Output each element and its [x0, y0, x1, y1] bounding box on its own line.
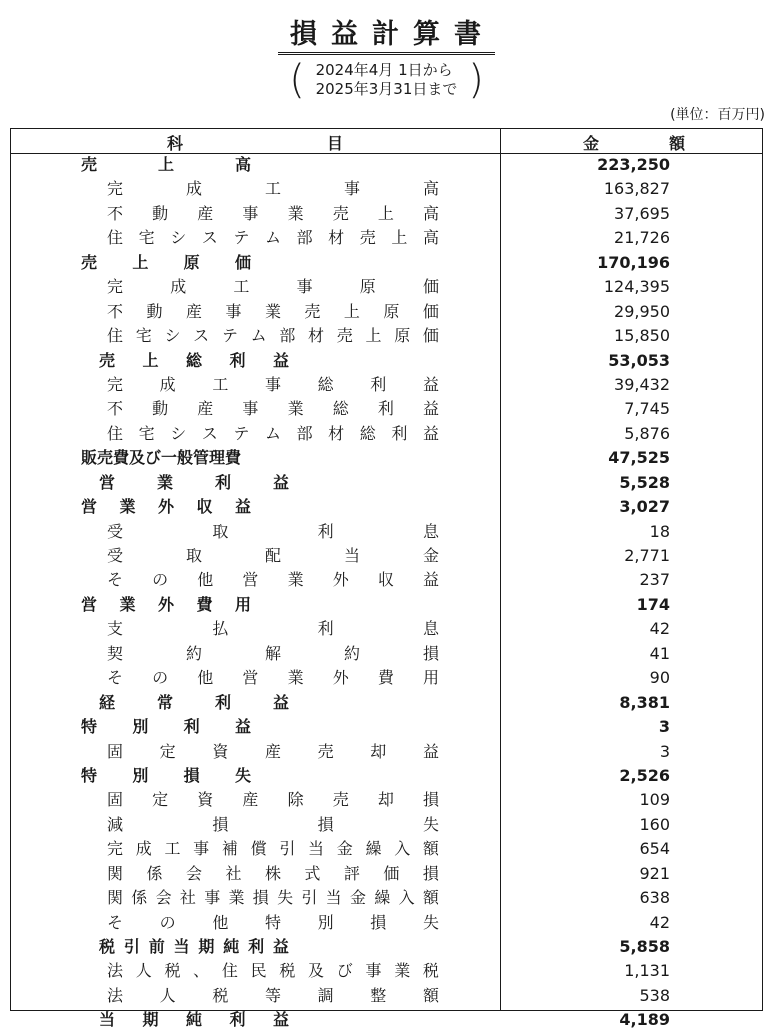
- left-paren: (: [289, 57, 305, 103]
- row-amount: 18: [649, 521, 670, 541]
- row-label: 完 成 工 事 総 利 益: [107, 374, 439, 394]
- row-amount: 21,726: [614, 228, 670, 248]
- row-amount: 5,876: [624, 423, 670, 443]
- table-row: [11, 788, 762, 812]
- table-row: [11, 984, 762, 1008]
- table-row: [11, 177, 762, 201]
- table-row: [11, 837, 762, 861]
- table-row: [11, 520, 762, 544]
- table-row: [11, 593, 762, 617]
- row-label: 住 宅 シ ス テ ム 部 材 売 上 高: [107, 228, 439, 248]
- row-label: 売 上 総 利 益: [99, 350, 289, 370]
- row-amount: 7,745: [624, 399, 670, 419]
- table-row: [11, 740, 762, 764]
- row-amount: 638: [639, 888, 670, 908]
- period-range: [0, 58, 773, 102]
- table-row: [11, 275, 762, 299]
- table-row: [11, 617, 762, 641]
- row-amount: 39,432: [614, 374, 670, 394]
- table-row: [11, 495, 762, 519]
- table-row: [11, 373, 762, 397]
- table-rows: [11, 153, 762, 1033]
- row-label: 経 常 利 益: [99, 692, 289, 712]
- row-amount: 160: [639, 814, 670, 834]
- row-amount: 4,189: [619, 1010, 670, 1030]
- row-amount: 109: [639, 790, 670, 810]
- row-amount: 42: [649, 912, 670, 932]
- row-amount: 47,525: [608, 448, 670, 468]
- row-label: 税 引 前 当 期 純 利 益: [99, 937, 289, 956]
- row-label: そ の 他 営 業 外 費 用: [107, 668, 439, 688]
- row-label: 受 取 利 息: [107, 521, 439, 541]
- row-amount: 654: [639, 839, 670, 859]
- table-row: [11, 666, 762, 690]
- row-label: 当 期 純 利 益: [99, 1010, 289, 1030]
- income-statement-table: [10, 128, 763, 1030]
- period-start: 2024年4月 1日から: [315, 61, 453, 79]
- row-amount: 37,695: [614, 203, 670, 223]
- row-amount: 163,827: [603, 179, 670, 199]
- row-amount: 3: [659, 741, 670, 761]
- row-label: 減 損 損 失: [107, 814, 439, 834]
- period-lines: [316, 61, 458, 99]
- row-amount: 538: [639, 985, 670, 1005]
- row-label: 営 業 外 収 益: [81, 497, 251, 517]
- row-label: 不 動 産 事 業 売 上 高: [107, 203, 439, 223]
- row-label: 不 動 産 事 業 売 上 原 価: [107, 301, 439, 321]
- row-label: 支 払 利 息: [107, 619, 439, 639]
- row-label: 売 上 原 価: [81, 252, 251, 272]
- row-amount: 3: [658, 717, 670, 737]
- row-amount: 237: [639, 570, 670, 590]
- row-label: 特 別 損 失: [81, 765, 251, 785]
- document-title: 損益計算書: [0, 12, 773, 51]
- row-amount: 2,771: [624, 546, 670, 565]
- row-amount: 2,526: [619, 765, 670, 785]
- table-row: [11, 153, 762, 177]
- row-amount: 3,027: [619, 497, 670, 517]
- row-amount: 53,053: [608, 350, 670, 370]
- row-label: 関 係 会 社 株 式 評 価 損: [107, 863, 439, 883]
- row-label: 住 宅 シ ス テ ム 部 材 総 利 益: [107, 423, 439, 443]
- row-amount: 223,250: [597, 155, 670, 174]
- row-label: そ の 他 特 別 損 失: [107, 912, 439, 932]
- table-row: [11, 202, 762, 226]
- row-label: 固 定 資 産 売 却 益: [107, 741, 439, 761]
- row-label: 固 定 資 産 除 売 却 損: [107, 790, 439, 810]
- table-row: [11, 422, 762, 446]
- table-row: [11, 1008, 762, 1032]
- row-amount: 5,528: [619, 472, 670, 492]
- table-row: [11, 813, 762, 837]
- row-label: 法 人 税 等 調 整 額: [107, 985, 439, 1005]
- period-end: 2025年3月31日まで: [315, 80, 458, 98]
- header-subject: 科 目: [167, 134, 343, 153]
- row-amount: 170,196: [597, 252, 670, 272]
- table-row: [11, 715, 762, 739]
- row-amount: 90: [649, 668, 670, 688]
- table-row: [11, 226, 762, 250]
- row-amount: 29,950: [614, 301, 670, 321]
- row-amount: 1,131: [624, 961, 670, 981]
- header-amount: 金 額: [583, 134, 685, 153]
- table-row: [11, 324, 762, 348]
- row-label: 不 動 産 事 業 総 利 益: [107, 399, 439, 419]
- table-row: [11, 446, 762, 470]
- row-amount: 174: [636, 594, 670, 614]
- table-header: [11, 129, 762, 154]
- row-label: 完 成 工 事 原 価: [107, 277, 439, 297]
- table-row: [11, 862, 762, 886]
- row-label: 契 約 解 約 損: [107, 643, 439, 663]
- row-amount: 5,858: [619, 937, 670, 956]
- table-row: [11, 471, 762, 495]
- row-amount: 8,381: [619, 692, 670, 712]
- row-amount: 41: [649, 643, 670, 663]
- table-row: [11, 544, 762, 568]
- row-label: 営 業 利 益: [99, 472, 289, 492]
- table-row: [11, 691, 762, 715]
- table-row: [11, 959, 762, 983]
- table-row: [11, 935, 762, 959]
- row-label: 特 別 利 益: [81, 717, 251, 737]
- table-row: [11, 397, 762, 421]
- row-amount: 921: [639, 863, 670, 883]
- table-row: [11, 568, 762, 592]
- row-label: 住 宅 シ ス テ ム 部 材 売 上 原 価: [107, 326, 439, 346]
- row-label: 法 人 税 、 住 民 税 及 び 事 業 税: [107, 961, 439, 981]
- row-label: 営 業 外 費 用: [81, 594, 251, 614]
- table-row: [11, 349, 762, 373]
- row-label: 完 成 工 事 補 償 引 当 金 繰 入 額: [107, 839, 439, 859]
- unit-label: (単位：百万円): [670, 107, 765, 123]
- row-label: 関 係 会 社 事 業 損 失 引 当 金 繰 入 額: [107, 888, 439, 908]
- row-label: 受 取 配 当 金: [107, 546, 439, 565]
- table-row: [11, 300, 762, 324]
- row-label: 売 上 高: [81, 155, 251, 174]
- row-amount: 42: [649, 619, 670, 639]
- table-row: [11, 764, 762, 788]
- table-row: [11, 886, 762, 910]
- row-label: そ の 他 営 業 外 収 益: [107, 570, 439, 590]
- table-row: [11, 642, 762, 666]
- row-amount: 15,850: [614, 326, 670, 346]
- row-label: 販売費及び一般管理費: [81, 448, 242, 468]
- row-label: 完 成 工 事 高: [107, 179, 439, 199]
- right-paren: ): [468, 57, 484, 103]
- row-amount: 124,395: [603, 277, 670, 297]
- table-row: [11, 251, 762, 275]
- table-row: [11, 911, 762, 935]
